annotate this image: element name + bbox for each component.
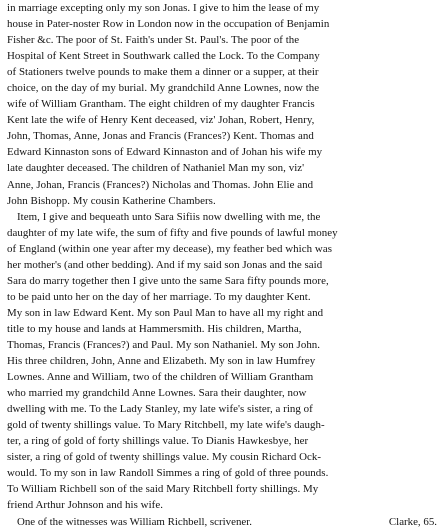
text-line: Thomas, Francis (Frances?) and Paul. My son Nathaniel. My son John. — [7, 338, 321, 351]
text-line: To William Richbell son of the said Mary Ritchbell forty shillings. My — [7, 483, 319, 496]
text-line: her mother's (and other bedding). And if my said son Jonas and the said — [7, 258, 323, 271]
text-line: friend Arthur Johnson and his wife. — [7, 499, 164, 512]
text-line: Kent late the wife of Henry Kent deceased, viz' Johan, Robert, Henry, — [7, 114, 315, 127]
text-line: late daughter deceased. The children of Nathaniel Man my son, viz' — [7, 162, 305, 175]
text-line: daughter of my late wife, the sum of fifty and five pounds of lawful money — [7, 226, 338, 239]
text-line: His three children, John, Anne and Elizabeth. My son in law Humfrey — [7, 355, 316, 368]
text-line: who married my grandchild Anne Lownes. Sara their daughter, now — [7, 387, 307, 400]
witness-note: One of the witnesses was William Richbell, scrivener. — [17, 515, 252, 528]
text-line: wife of William Grantham. The eight children of my daughter Francis — [7, 98, 315, 111]
text-line: ter, a ring of gold of forty shillings value. To Dianis Hawkesbye, her — [7, 435, 309, 448]
document-page — [7, 0, 437, 530]
text-line: Anne, Johan, Francis (Frances?) Nicholas and Thomas. John Elie and — [7, 178, 314, 191]
text-line: Lownes. Anne and William, two of the children of William Grantham — [7, 371, 314, 384]
text-line: Edward Kinnaston sons of Edward Kinnaston and of Johan his wife my — [7, 146, 323, 159]
text-line: John Bishopp. My cousin Katherine Chambers. — [7, 194, 216, 207]
text-line: My son in law Edward Kent. My son Paul Man to have all my right and — [7, 306, 324, 319]
text-line: house in Pater-noster Row in London now in the occupation of Benjamin — [7, 18, 330, 31]
text-line: dwelling with me. To the Lady Stanley, my late wife's sister, a ring of — [7, 403, 313, 416]
source-citation: Clarke, 65. — [388, 515, 437, 528]
text-line: gold of twenty shillings value. To Mary Ritchbell, my late wife's daugh- — [7, 419, 325, 432]
paragraph-bequests — [7, 0, 437, 209]
text-line: of Stationers twelve pounds to make them a dinner or a supper, at their — [7, 66, 319, 79]
text-line: Item, I give and bequeath unto Sara Sifiis now dwelling with me, the — [17, 210, 321, 223]
text-line: in marriage excepting only my son Jonas. I give to him the lease of my — [7, 2, 320, 14]
text-line: sister, a ring of gold of twenty shillings value. My cousin Richard Ock- — [7, 451, 322, 464]
text-line: of England (within one year after my decease), my feather bed which was — [7, 242, 332, 255]
text-line: Fisher &c. The poor of St. Faith's under St. Paul's. The poor of the — [7, 34, 300, 47]
paragraph-item-sara — [7, 209, 437, 514]
text-line: Hospital of Kent Street in Southwark called the Lock. To the Company — [7, 50, 320, 63]
text-line: choice, on the day of my burial. My grandchild Anne Lownes, now the — [7, 82, 320, 95]
text-line: title to my house and lands at Hammersmith. His children, Martha, — [7, 322, 302, 335]
text-line: to be paid unto her on the day of her marriage. To my daughter Kent. — [7, 290, 311, 303]
text-line: John, Thomas, Anne, Jonas and Francis (Frances?) Kent. Thomas and — [7, 130, 314, 143]
text-line: would. To my son in law Randoll Simmes a ring of gold of three pounds. — [7, 467, 329, 480]
closing-line — [7, 514, 437, 530]
text-line: Sara do marry together then I give unto the same Sara fifty pounds more, — [7, 274, 329, 287]
